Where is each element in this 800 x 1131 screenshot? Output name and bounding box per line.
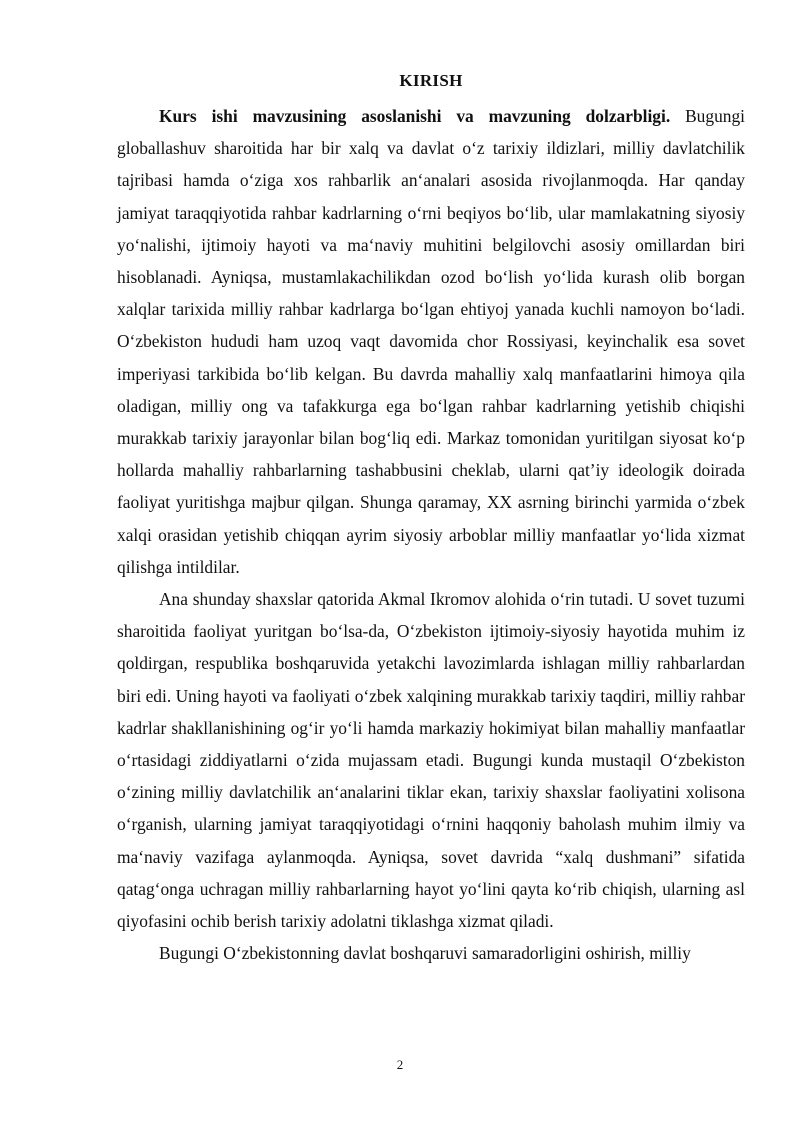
paragraph-1 xyxy=(117,100,745,583)
paragraph-3: Bugungi O‘zbekistonning davlat boshqaruvi samaradorligini oshirish, milliy xyxy=(159,943,691,964)
section-heading: KIRISH xyxy=(399,71,463,90)
page-content xyxy=(117,66,745,969)
paragraph-1-lead: Kurs ishi mavzusining asoslanishi va mavzuning dolzarbligi. xyxy=(159,106,671,126)
page-number: 2 xyxy=(396,1057,404,1072)
paragraph-2: Ana shunday shaxslar qatorida Akmal Ikromov alohida o‘rin tutadi. U sovet tuzumi sharoitida faoliyat yuritgan bo‘lsa-da, O‘zbekiston ijtimoiy-siyosiy hayotida muhim iz qoldirgan, respublika boshqaruvida yetakchi lavozimlarda ishlagan milliy rahbarlardan biri edi. Uning hayoti va faoliyati o‘zbek xalqining murakkab tarixiy taqdiri, milliy rahbar kadrlar shakllanishining og‘ir yo‘li hamda markaziy hokimiyat bilan mahalliy manfaatlar o‘rtasidagi ziddiyatlarni o‘zida mujassam etadi. Bugungi kunda mustaqil O‘zbekiston o‘zining milliy davlatchilik an‘analarini tiklar ekan, tarixiy shaxslar faoliyatini xolisona o‘rganish, ularning jamiyat taraqqiyotidagi o‘rnini haqqoniy baholash muhim ilmiy va ma‘naviy vazifaga aylanmoqda. Ayniqsa, sovet davrida “xalq dushmani” sifatida qatag‘onga uchragan milliy rahbarlarning hayot yo‘lini qayta ko‘rib chiqish, ularning asl qiyofasini ochib berish tarixiy adolatni tiklashga xizmat qiladi. xyxy=(117,589,745,932)
paragraph-1-text: Bugungi globallashuv sharoitida har bir xalq va davlat o‘z tarixiy ildizlari, milliy davlatchilik tajribasi hamda o‘ziga xos rahbarlik an‘analari asosida rivojlanmoqda. Har qanday jamiyat taraqqiyotida rahbar kadrlarning o‘rni beqiyos bo‘lib, ular mamlakatning siyosiy yo‘nalishi, ijtimoiy hayoti va ma‘naviy muhitini belgilovchi asosiy omillardan biri hisoblanadi. Ayniqsa, mustamlakachilikdan ozod bo‘lish yo‘lida kurash olib borgan xalqlar tarixida milliy rahbar kadrlarga bo‘lgan ehtiyoj yanada kuchli namoyon bo‘ladi. O‘zbekiston hududi ham uzoq vaqt davomida chor Rossiyasi, keyinchalik esa sovet imperiyasi tarkibida bo‘lib kelgan. Bu davrda mahalliy xalq manfaatlarini himoya qila oladigan, milliy ong va tafakkurga ega bo‘lgan rahbar kadrlarning yetishib chiqishi murakkab tarixiy jarayonlar bilan bog‘liq edi. Markaz tomonidan yuritilgan siyosat ko‘p hollarda mahalliy rahbarlarning tashabbusini cheklab, ularni qat’iy ideologik doirada faoliyat yuritishga majbur qilgan. Shunga qaramay, XX asrning birinchi yarmida o‘zbek xalqi orasidan yetishib chiqqan ayrim siyosiy arboblar milliy manfaatlar yo‘lida xizmat qilishga intildilar. xyxy=(117,106,745,577)
